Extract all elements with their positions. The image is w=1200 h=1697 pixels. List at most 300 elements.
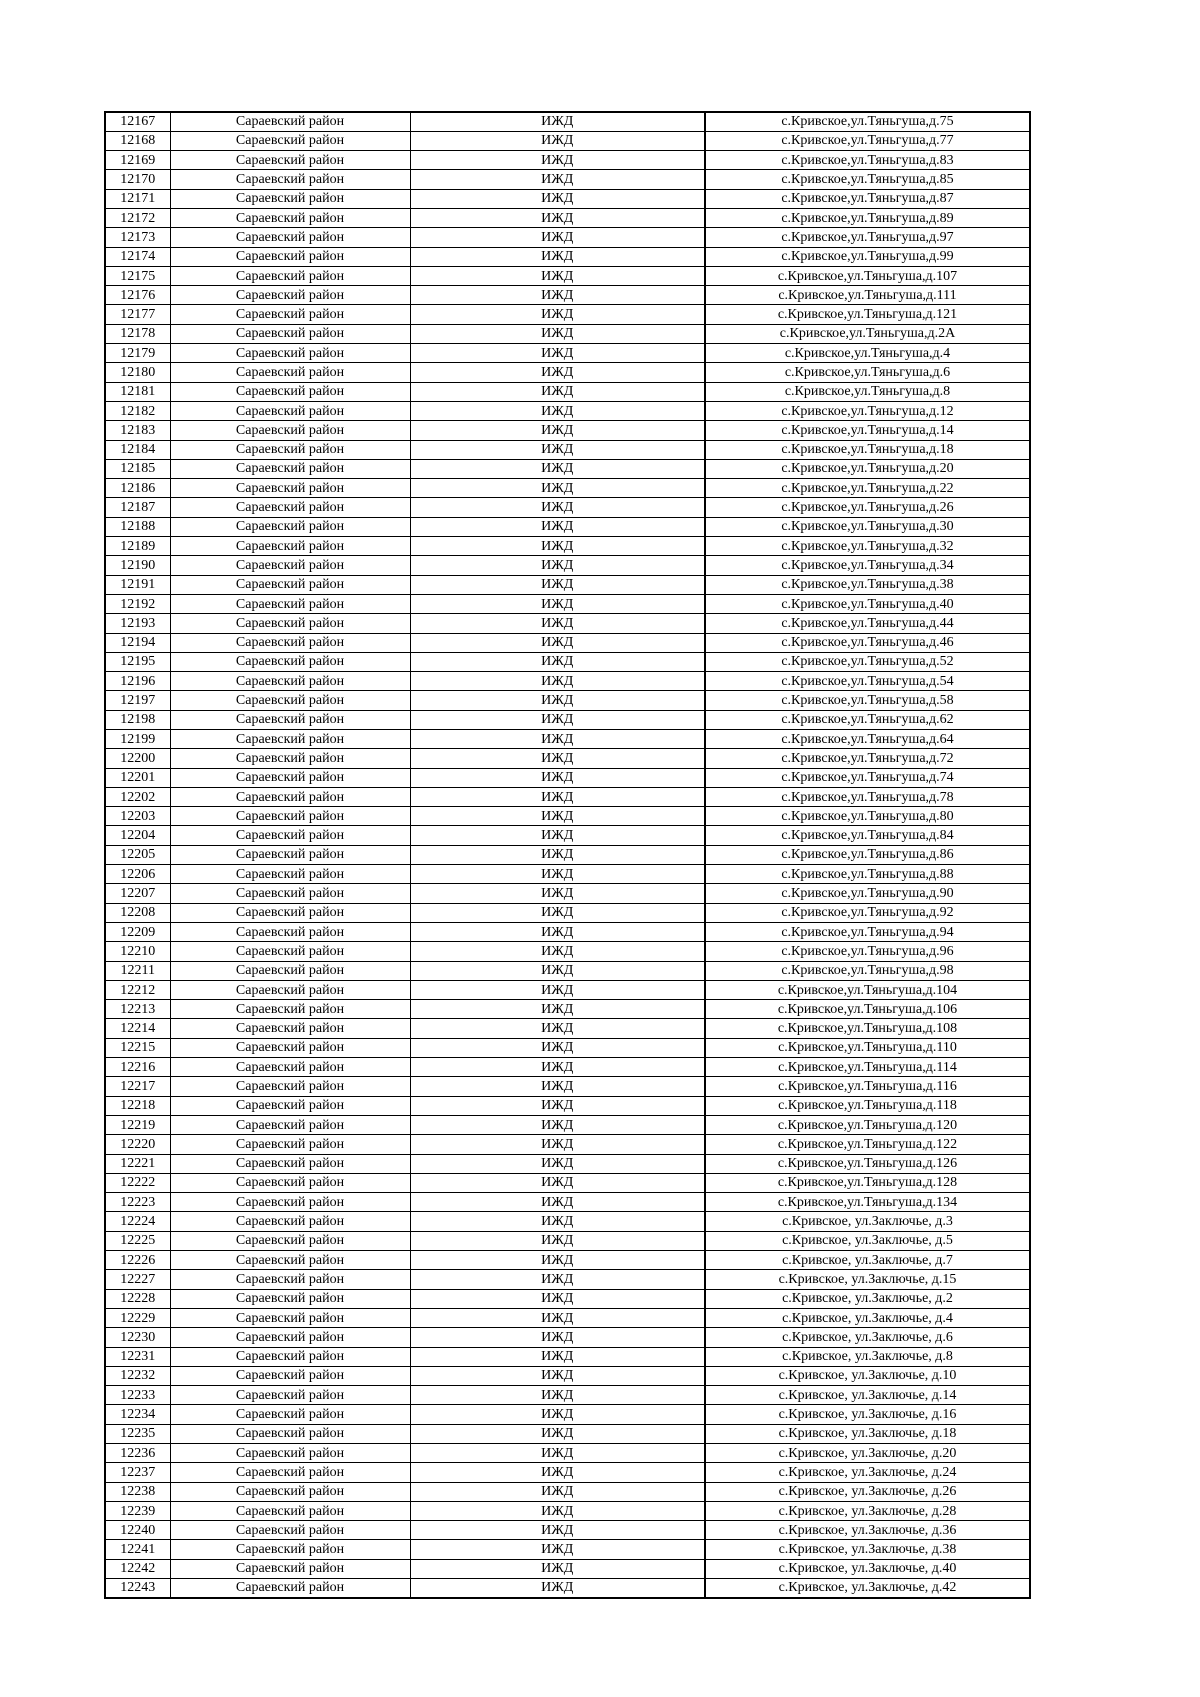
address-cell: с.Кривское,ул.Тяньгуша,д.84 [705, 826, 1030, 845]
row-number-cell: 12239 [105, 1501, 170, 1520]
district-cell: Сараевский район [170, 1347, 410, 1366]
table-row [105, 266, 1030, 285]
address-cell: с.Кривское,ул.Тяньгуша,д.89 [705, 208, 1030, 227]
district-cell: Сараевский район [170, 672, 410, 691]
district-cell: Сараевский район [170, 1173, 410, 1192]
row-number-cell: 12182 [105, 401, 170, 420]
district-cell: Сараевский район [170, 440, 410, 459]
table-row [105, 517, 1030, 536]
building-type-cell: ИЖД [410, 922, 705, 941]
table-row [105, 807, 1030, 826]
row-number-cell: 12222 [105, 1173, 170, 1192]
address-cell: с.Кривское,ул.Тяньгуша,д.80 [705, 807, 1030, 826]
district-cell: Сараевский район [170, 922, 410, 941]
address-cell: с.Кривское,ул.Тяньгуша,д.12 [705, 401, 1030, 420]
row-number-cell: 12223 [105, 1193, 170, 1212]
table-row [105, 787, 1030, 806]
address-cell: с.Кривское,ул.Тяньгуша,д.2А [705, 324, 1030, 343]
table-row [105, 1154, 1030, 1173]
building-type-cell: ИЖД [410, 189, 705, 208]
row-number-cell: 12220 [105, 1135, 170, 1154]
table-row [105, 884, 1030, 903]
district-cell: Сараевский район [170, 826, 410, 845]
row-number-cell: 12190 [105, 556, 170, 575]
address-cell: с.Кривское, ул.Заключье, д.3 [705, 1212, 1030, 1231]
address-cell: с.Кривское,ул.Тяньгуша,д.110 [705, 1038, 1030, 1057]
district-cell: Сараевский район [170, 479, 410, 498]
building-type-cell: ИЖД [410, 1540, 705, 1559]
row-number-cell: 12207 [105, 884, 170, 903]
building-type-cell: ИЖД [410, 266, 705, 285]
district-cell: Сараевский район [170, 961, 410, 980]
address-cell: с.Кривское, ул.Заключье, д.15 [705, 1270, 1030, 1289]
row-number-cell: 12217 [105, 1077, 170, 1096]
building-type-cell: ИЖД [410, 768, 705, 787]
table-row [105, 382, 1030, 401]
table-row [105, 498, 1030, 517]
row-number-cell: 12180 [105, 363, 170, 382]
row-number-cell: 12169 [105, 151, 170, 170]
address-cell: с.Кривское,ул.Тяньгуша,д.52 [705, 652, 1030, 671]
address-cell: с.Кривское,ул.Тяньгуша,д.32 [705, 537, 1030, 556]
address-cell: с.Кривское,ул.Тяньгуша,д.120 [705, 1115, 1030, 1134]
address-cell: с.Кривское,ул.Тяньгуша,д.114 [705, 1058, 1030, 1077]
address-cell: с.Кривское,ул.Тяньгуша,д.116 [705, 1077, 1030, 1096]
district-cell: Сараевский район [170, 1077, 410, 1096]
building-type-cell: ИЖД [410, 1579, 705, 1598]
district-cell: Сараевский район [170, 633, 410, 652]
address-cell: с.Кривское,ул.Тяньгуша,д.121 [705, 305, 1030, 324]
row-number-cell: 12172 [105, 208, 170, 227]
table-row [105, 1482, 1030, 1501]
row-number-cell: 12178 [105, 324, 170, 343]
table-row [105, 942, 1030, 961]
row-number-cell: 12218 [105, 1096, 170, 1115]
row-number-cell: 12185 [105, 459, 170, 478]
address-cell: с.Кривское,ул.Тяньгуша,д.106 [705, 1000, 1030, 1019]
address-cell: с.Кривское, ул.Заключье, д.5 [705, 1231, 1030, 1250]
district-cell: Сараевский район [170, 1193, 410, 1212]
address-cell: с.Кривское,ул.Тяньгуша,д.6 [705, 363, 1030, 382]
building-type-cell: ИЖД [410, 556, 705, 575]
row-number-cell: 12216 [105, 1058, 170, 1077]
table-row [105, 440, 1030, 459]
address-cell: с.Кривское,ул.Тяньгуша,д.122 [705, 1135, 1030, 1154]
table-row [105, 1212, 1030, 1231]
row-number-cell: 12243 [105, 1579, 170, 1598]
building-type-cell: ИЖД [410, 614, 705, 633]
building-type-cell: ИЖД [410, 517, 705, 536]
table-row [105, 1386, 1030, 1405]
building-type-cell: ИЖД [410, 1231, 705, 1250]
address-cell: с.Кривское,ул.Тяньгуша,д.87 [705, 189, 1030, 208]
address-cell: с.Кривское,ул.Тяньгуша,д.34 [705, 556, 1030, 575]
table-row [105, 749, 1030, 768]
district-cell: Сараевский район [170, 845, 410, 864]
table-row [105, 1501, 1030, 1520]
district-cell: Сараевский район [170, 1540, 410, 1559]
district-cell: Сараевский район [170, 459, 410, 478]
address-cell: с.Кривское,ул.Тяньгуша,д.94 [705, 922, 1030, 941]
address-cell: с.Кривское,ул.Тяньгуша,д.86 [705, 845, 1030, 864]
address-cell: с.Кривское,ул.Тяньгуша,д.74 [705, 768, 1030, 787]
registry-body [105, 112, 1030, 1598]
building-type-cell: ИЖД [410, 749, 705, 768]
address-cell: с.Кривское,ул.Тяньгуша,д.58 [705, 691, 1030, 710]
address-cell: с.Кривское,ул.Тяньгуша,д.22 [705, 479, 1030, 498]
table-row [105, 1193, 1030, 1212]
address-cell: с.Кривское,ул.Тяньгуша,д.99 [705, 247, 1030, 266]
row-number-cell: 12235 [105, 1424, 170, 1443]
address-cell: с.Кривское,ул.Тяньгуша,д.18 [705, 440, 1030, 459]
address-cell: с.Кривское,ул.Тяньгуша,д.44 [705, 614, 1030, 633]
row-number-cell: 12204 [105, 826, 170, 845]
table-row [105, 305, 1030, 324]
district-cell: Сараевский район [170, 1501, 410, 1520]
building-type-cell: ИЖД [410, 286, 705, 305]
address-cell: с.Кривское,ул.Тяньгуша,д.38 [705, 575, 1030, 594]
building-type-cell: ИЖД [410, 826, 705, 845]
district-cell: Сараевский район [170, 1019, 410, 1038]
row-number-cell: 12195 [105, 652, 170, 671]
row-number-cell: 12219 [105, 1115, 170, 1134]
row-number-cell: 12242 [105, 1559, 170, 1578]
address-cell: с.Кривское, ул.Заключье, д.18 [705, 1424, 1030, 1443]
row-number-cell: 12213 [105, 1000, 170, 1019]
table-row [105, 1366, 1030, 1385]
row-number-cell: 12200 [105, 749, 170, 768]
row-number-cell: 12188 [105, 517, 170, 536]
table-row [105, 189, 1030, 208]
table-row [105, 710, 1030, 729]
row-number-cell: 12199 [105, 730, 170, 749]
district-cell: Сараевский район [170, 208, 410, 227]
building-type-cell: ИЖД [410, 652, 705, 671]
table-row [105, 672, 1030, 691]
table-row [105, 170, 1030, 189]
building-type-cell: ИЖД [410, 1019, 705, 1038]
address-cell: с.Кривское,ул.Тяньгуша,д.77 [705, 131, 1030, 150]
district-cell: Сараевский район [170, 247, 410, 266]
table-row [105, 1328, 1030, 1347]
address-cell: с.Кривское,ул.Тяньгуша,д.75 [705, 112, 1030, 131]
address-cell: с.Кривское,ул.Тяньгуша,д.14 [705, 421, 1030, 440]
building-type-cell: ИЖД [410, 170, 705, 189]
building-type-cell: ИЖД [410, 672, 705, 691]
district-cell: Сараевский район [170, 1463, 410, 1482]
district-cell: Сараевский район [170, 1559, 410, 1578]
row-number-cell: 12212 [105, 980, 170, 999]
row-number-cell: 12181 [105, 382, 170, 401]
building-type-cell: ИЖД [410, 1251, 705, 1270]
district-cell: Сараевский район [170, 807, 410, 826]
table-row [105, 556, 1030, 575]
building-type-cell: ИЖД [410, 421, 705, 440]
building-type-cell: ИЖД [410, 865, 705, 884]
building-type-cell: ИЖД [410, 1115, 705, 1134]
building-type-cell: ИЖД [410, 112, 705, 131]
table-row [105, 344, 1030, 363]
building-type-cell: ИЖД [410, 1270, 705, 1289]
row-number-cell: 12173 [105, 228, 170, 247]
district-cell: Сараевский район [170, 1231, 410, 1250]
district-cell: Сараевский район [170, 614, 410, 633]
district-cell: Сараевский район [170, 787, 410, 806]
address-cell: с.Кривское, ул.Заключье, д.10 [705, 1366, 1030, 1385]
row-number-cell: 12187 [105, 498, 170, 517]
district-cell: Сараевский район [170, 112, 410, 131]
district-cell: Сараевский район [170, 556, 410, 575]
address-cell: с.Кривское, ул.Заключье, д.2 [705, 1289, 1030, 1308]
district-cell: Сараевский район [170, 1308, 410, 1327]
district-cell: Сараевский район [170, 1579, 410, 1598]
address-cell: с.Кривское, ул.Заключье, д.24 [705, 1463, 1030, 1482]
row-number-cell: 12234 [105, 1405, 170, 1424]
district-cell: Сараевский район [170, 151, 410, 170]
table-row [105, 421, 1030, 440]
address-cell: с.Кривское,ул.Тяньгуша,д.83 [705, 151, 1030, 170]
building-type-cell: ИЖД [410, 324, 705, 343]
table-row [105, 1289, 1030, 1308]
row-number-cell: 12224 [105, 1212, 170, 1231]
district-cell: Сараевский район [170, 1366, 410, 1385]
building-type-cell: ИЖД [410, 440, 705, 459]
address-cell: с.Кривское,ул.Тяньгуша,д.30 [705, 517, 1030, 536]
building-type-cell: ИЖД [410, 1193, 705, 1212]
district-cell: Сараевский район [170, 305, 410, 324]
building-type-cell: ИЖД [410, 1308, 705, 1327]
table-row [105, 575, 1030, 594]
row-number-cell: 12177 [105, 305, 170, 324]
building-type-cell: ИЖД [410, 691, 705, 710]
row-number-cell: 12230 [105, 1328, 170, 1347]
district-cell: Сараевский район [170, 1058, 410, 1077]
table-row [105, 1000, 1030, 1019]
row-number-cell: 12191 [105, 575, 170, 594]
district-cell: Сараевский район [170, 710, 410, 729]
district-cell: Сараевский район [170, 344, 410, 363]
building-type-cell: ИЖД [410, 1366, 705, 1385]
building-type-cell: ИЖД [410, 401, 705, 420]
building-type-cell: ИЖД [410, 1173, 705, 1192]
building-type-cell: ИЖД [410, 151, 705, 170]
building-type-cell: ИЖД [410, 594, 705, 613]
table-row [105, 1135, 1030, 1154]
address-cell: с.Кривское,ул.Тяньгуша,д.118 [705, 1096, 1030, 1115]
district-cell: Сараевский район [170, 286, 410, 305]
district-cell: Сараевский район [170, 730, 410, 749]
district-cell: Сараевский район [170, 749, 410, 768]
table-row [105, 324, 1030, 343]
table-row [105, 691, 1030, 710]
address-cell: с.Кривское,ул.Тяньгуша,д.4 [705, 344, 1030, 363]
district-cell: Сараевский район [170, 382, 410, 401]
address-cell: с.Кривское,ул.Тяньгуша,д.107 [705, 266, 1030, 285]
building-type-cell: ИЖД [410, 1482, 705, 1501]
building-type-cell: ИЖД [410, 305, 705, 324]
district-cell: Сараевский район [170, 498, 410, 517]
building-type-cell: ИЖД [410, 1501, 705, 1520]
address-cell: с.Кривское,ул.Тяньгуша,д.85 [705, 170, 1030, 189]
district-cell: Сараевский район [170, 363, 410, 382]
table-row [105, 1540, 1030, 1559]
row-number-cell: 12168 [105, 131, 170, 150]
address-cell: с.Кривское,ул.Тяньгуша,д.40 [705, 594, 1030, 613]
row-number-cell: 12179 [105, 344, 170, 363]
table-row [105, 1115, 1030, 1134]
address-cell: с.Кривское,ул.Тяньгуша,д.134 [705, 1193, 1030, 1212]
row-number-cell: 12183 [105, 421, 170, 440]
row-number-cell: 12194 [105, 633, 170, 652]
address-cell: с.Кривское,ул.Тяньгуша,д.111 [705, 286, 1030, 305]
district-cell: Сараевский район [170, 1251, 410, 1270]
table-row [105, 1019, 1030, 1038]
table-row [105, 1270, 1030, 1289]
building-type-cell: ИЖД [410, 228, 705, 247]
district-cell: Сараевский район [170, 884, 410, 903]
table-row [105, 479, 1030, 498]
district-cell: Сараевский район [170, 170, 410, 189]
building-type-cell: ИЖД [410, 845, 705, 864]
table-row [105, 151, 1030, 170]
address-cell: с.Кривское, ул.Заключье, д.6 [705, 1328, 1030, 1347]
table-row [105, 228, 1030, 247]
row-number-cell: 12189 [105, 537, 170, 556]
address-cell: с.Кривское,ул.Тяньгуша,д.8 [705, 382, 1030, 401]
district-cell: Сараевский район [170, 1096, 410, 1115]
address-cell: с.Кривское,ул.Тяньгуша,д.88 [705, 865, 1030, 884]
row-number-cell: 12226 [105, 1251, 170, 1270]
table-row [105, 826, 1030, 845]
row-number-cell: 12231 [105, 1347, 170, 1366]
address-cell: с.Кривское, ул.Заключье, д.36 [705, 1521, 1030, 1540]
address-cell: с.Кривское,ул.Тяньгуша,д.26 [705, 498, 1030, 517]
address-cell: с.Кривское, ул.Заключье, д.8 [705, 1347, 1030, 1366]
building-type-cell: ИЖД [410, 1096, 705, 1115]
table-row [105, 768, 1030, 787]
table-row [105, 922, 1030, 941]
address-cell: с.Кривское, ул.Заключье, д.42 [705, 1579, 1030, 1598]
district-cell: Сараевский район [170, 691, 410, 710]
district-cell: Сараевский район [170, 1424, 410, 1443]
row-number-cell: 12184 [105, 440, 170, 459]
district-cell: Сараевский район [170, 266, 410, 285]
table-row [105, 845, 1030, 864]
row-number-cell: 12186 [105, 479, 170, 498]
table-row [105, 1405, 1030, 1424]
district-cell: Сараевский район [170, 421, 410, 440]
row-number-cell: 12240 [105, 1521, 170, 1540]
row-number-cell: 12197 [105, 691, 170, 710]
district-cell: Сараевский район [170, 1328, 410, 1347]
row-number-cell: 12192 [105, 594, 170, 613]
address-cell: с.Кривское, ул.Заключье, д.26 [705, 1482, 1030, 1501]
table-row [105, 459, 1030, 478]
district-cell: Сараевский район [170, 517, 410, 536]
row-number-cell: 12205 [105, 845, 170, 864]
building-type-cell: ИЖД [410, 1559, 705, 1578]
table-row [105, 1038, 1030, 1057]
address-cell: с.Кривское,ул.Тяньгуша,д.104 [705, 980, 1030, 999]
row-number-cell: 12221 [105, 1154, 170, 1173]
address-cell: с.Кривское, ул.Заключье, д.20 [705, 1443, 1030, 1462]
row-number-cell: 12211 [105, 961, 170, 980]
table-row [105, 1559, 1030, 1578]
building-type-cell: ИЖД [410, 382, 705, 401]
row-number-cell: 12232 [105, 1366, 170, 1385]
address-cell: с.Кривское,ул.Тяньгуша,д.72 [705, 749, 1030, 768]
district-cell: Сараевский район [170, 228, 410, 247]
address-cell: с.Кривское, ул.Заключье, д.28 [705, 1501, 1030, 1520]
district-cell: Сараевский район [170, 768, 410, 787]
district-cell: Сараевский район [170, 1038, 410, 1057]
table-row [105, 980, 1030, 999]
building-type-cell: ИЖД [410, 961, 705, 980]
address-cell: с.Кривское,ул.Тяньгуша,д.97 [705, 228, 1030, 247]
address-cell: с.Кривское,ул.Тяньгуша,д.96 [705, 942, 1030, 961]
row-number-cell: 12237 [105, 1463, 170, 1482]
row-number-cell: 12170 [105, 170, 170, 189]
registry-table [104, 111, 1031, 1599]
district-cell: Сараевский район [170, 865, 410, 884]
table-row [105, 594, 1030, 613]
building-type-cell: ИЖД [410, 344, 705, 363]
table-row [105, 633, 1030, 652]
table-row [105, 1096, 1030, 1115]
row-number-cell: 12201 [105, 768, 170, 787]
building-type-cell: ИЖД [410, 1347, 705, 1366]
row-number-cell: 12227 [105, 1270, 170, 1289]
building-type-cell: ИЖД [410, 942, 705, 961]
building-type-cell: ИЖД [410, 980, 705, 999]
district-cell: Сараевский район [170, 1212, 410, 1231]
row-number-cell: 12193 [105, 614, 170, 633]
table-row [105, 1424, 1030, 1443]
row-number-cell: 12215 [105, 1038, 170, 1057]
building-type-cell: ИЖД [410, 903, 705, 922]
table-row [105, 537, 1030, 556]
table-row [105, 363, 1030, 382]
row-number-cell: 12241 [105, 1540, 170, 1559]
address-cell: с.Кривское,ул.Тяньгуша,д.62 [705, 710, 1030, 729]
table-row [105, 247, 1030, 266]
building-type-cell: ИЖД [410, 730, 705, 749]
address-cell: с.Кривское, ул.Заключье, д.16 [705, 1405, 1030, 1424]
building-type-cell: ИЖД [410, 1077, 705, 1096]
district-cell: Сараевский район [170, 189, 410, 208]
district-cell: Сараевский район [170, 1270, 410, 1289]
district-cell: Сараевский район [170, 1289, 410, 1308]
address-cell: с.Кривское,ул.Тяньгуша,д.98 [705, 961, 1030, 980]
address-cell: с.Кривское,ул.Тяньгуша,д.92 [705, 903, 1030, 922]
table-row [105, 1251, 1030, 1270]
building-type-cell: ИЖД [410, 459, 705, 478]
district-cell: Сараевский район [170, 942, 410, 961]
building-type-cell: ИЖД [410, 1038, 705, 1057]
row-number-cell: 12206 [105, 865, 170, 884]
table-row [105, 865, 1030, 884]
table-row [105, 652, 1030, 671]
table-row [105, 730, 1030, 749]
district-cell: Сараевский район [170, 1521, 410, 1540]
row-number-cell: 12229 [105, 1308, 170, 1327]
building-type-cell: ИЖД [410, 537, 705, 556]
district-cell: Сараевский район [170, 401, 410, 420]
row-number-cell: 12176 [105, 286, 170, 305]
table-row [105, 1521, 1030, 1540]
building-type-cell: ИЖД [410, 1000, 705, 1019]
district-cell: Сараевский район [170, 1482, 410, 1501]
